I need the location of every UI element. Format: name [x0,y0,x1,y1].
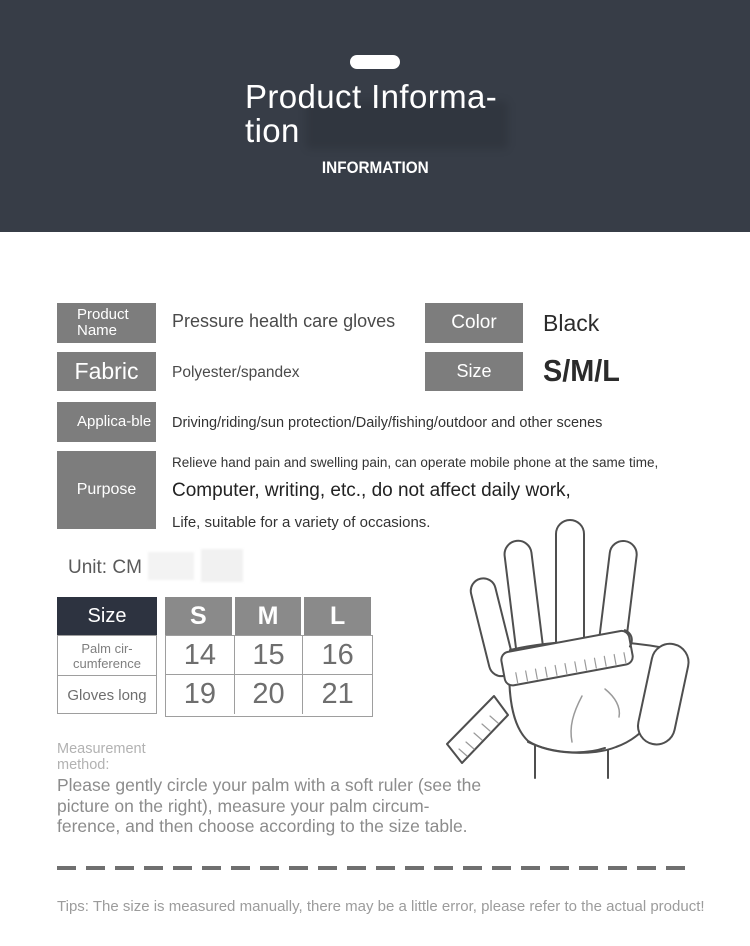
size-table-corner-header: Size [57,597,157,635]
row-label-gloves-long: Gloves long [67,686,147,704]
col-header-m: M [235,597,302,635]
page-subtitle: INFORMATION [321,158,429,177]
tips-text: Tips: The size is measured manually, there may be a little error, please refer to the actual product! [57,898,705,915]
label-fabric: Fabric [57,352,156,391]
ghost-text-artifact [148,552,194,580]
cell-palm-m: 15 [235,636,304,675]
value-applicable: Driving/riding/sun protection/Daily/fishing/outdoor and other scenes [172,415,603,431]
size-table [57,597,371,715]
cell-long-s: 19 [166,675,235,714]
page-title-line1: Product Informa- [245,78,498,115]
value-size: S/M/L [543,353,620,388]
cell-palm-l: 16 [303,636,372,675]
header-banner [0,0,750,232]
label-purpose: Purpose [57,451,156,529]
measurement-method-text: Please gently circle your palm with a soft ruler (see the picture on the right), measure your palm circum-ference, and then choose according to the size table. [57,775,482,836]
value-product-name: Pressure health care gloves [172,311,396,331]
unit-label: Unit: CM [68,557,142,578]
label-color: Color [425,303,523,343]
page-title-line2: tion [245,112,300,149]
measurement-method-label: Measurement method: [57,741,146,773]
row-label-palm-circumference: Palm cir-cumference [58,636,156,676]
cell-long-l: 21 [321,678,354,710]
value-purpose-line2: Computer, writing, etc., do not affect daily work, [172,480,571,501]
size-table-values [165,597,371,715]
label-size: Size [425,352,523,391]
dashed-divider [57,866,694,870]
value-fabric: Polyester/spandex [172,364,300,381]
hand-measurement-illustration [432,500,722,780]
page-title [245,80,515,148]
decorative-pill [350,55,400,69]
col-header-s: S [165,597,232,635]
size-table-header-row [165,597,371,635]
label-product-name: Product Name [57,303,156,343]
value-purpose-line3: Life, suitable for a variety of occasions. [172,514,431,531]
cell-long-m: 20 [235,675,304,714]
col-header-l: L [304,597,371,635]
value-color: Black [543,310,600,336]
size-table-row-labels [57,635,157,714]
label-applicable: Applica-ble [57,402,156,442]
size-table-data-grid [165,635,373,717]
ghost-text-artifact [201,549,243,582]
value-purpose-line1: Relieve hand pain and swelling pain, can operate mobile phone at the same time, [172,455,659,470]
cell-palm-s: 14 [166,636,235,675]
